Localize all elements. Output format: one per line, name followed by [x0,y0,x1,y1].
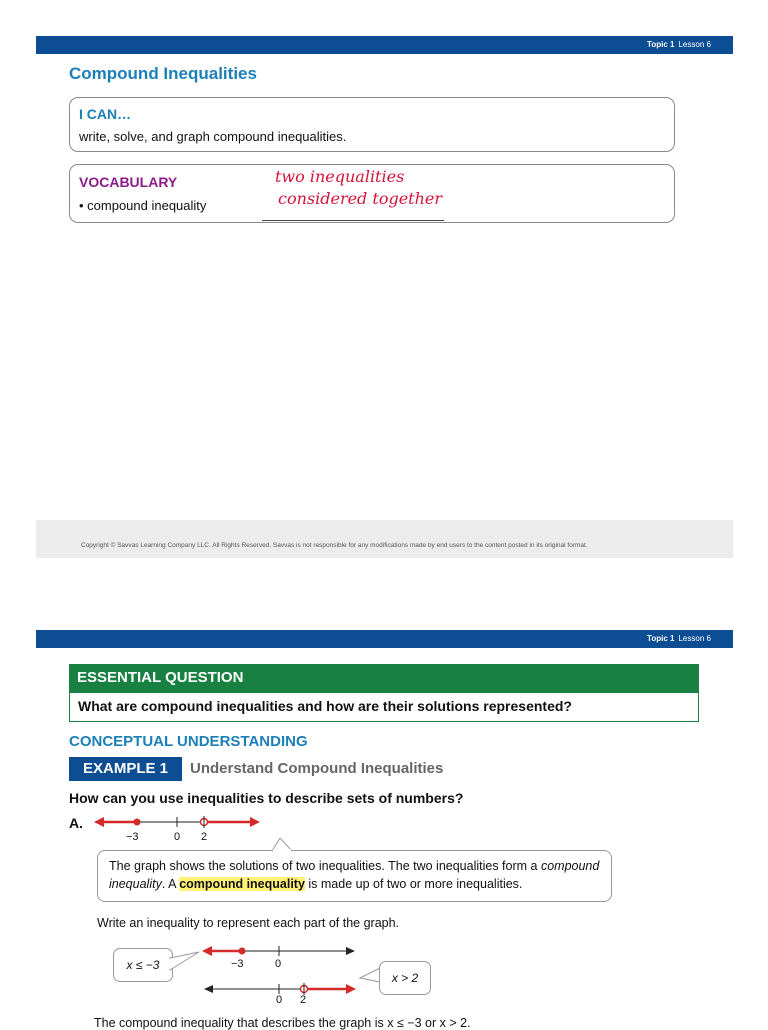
slide2-header-bar [36,630,733,648]
ican-text: write, solve, and graph compound inequalities. [79,129,347,144]
callout-part1: The graph shows the solutions of two inequalities. The two inequalities form a [109,859,541,873]
left-inequality-callout [113,948,173,982]
callout-italic: compound inequality [109,859,600,891]
handwritten-note-line2: considered together [278,189,443,208]
vocabulary-item: • compound inequality [79,198,207,213]
part-a-label: A. [69,815,83,831]
left-arrow [94,817,104,827]
number-line-a [92,812,267,832]
line1-label-zero: 0 [275,958,282,970]
lesson-label: Lesson 6 [678,40,711,49]
line2-label-two: 2 [300,994,307,1006]
topic-lesson-ribbon [625,36,733,54]
ican-box [69,97,675,152]
topic-label-2: Topic 1 [647,634,675,643]
label-two: 2 [201,831,208,843]
topic-lesson-ribbon-2 [625,630,733,648]
slide1-header-bar [36,36,733,54]
label-zero: 0 [174,831,181,843]
right-arrow [250,817,260,827]
copyright-text: Copyright © Savvas Learning Company LLC. All Rights Reserved. Savvas is not responsible for any modifications made by end users to the content posted in its original format. [81,542,588,549]
vocabulary-box [69,164,675,223]
conceptual-understanding-heading: CONCEPTUAL UNDERSTANDING [69,733,308,750]
definition-callout [97,850,612,902]
vocabulary-heading: VOCABULARY [79,174,178,190]
left-callout-pointer [169,950,201,974]
instruction-text: Write an inequality to represent each part of the graph. [97,916,400,930]
handwritten-note-line1: two inequalities [275,167,405,186]
essential-question-heading [69,664,699,692]
right-inequality-callout [379,961,431,995]
page-title: Compound Inequalities [69,64,257,83]
example-question: How can you use inequalities to describe sets of numbers? [69,790,464,806]
ican-heading: I CAN… [79,106,132,122]
label-neg3: −3 [126,831,139,843]
vocabulary-underline [262,220,444,221]
closed-dot [134,819,141,826]
example-title: Understand Compound Inequalities [190,760,444,777]
essential-question-text: What are compound inequalities and how are their solutions represented? [78,698,572,714]
closed-dot-1 [239,948,246,955]
topic-label: Topic 1 [647,40,675,49]
callout-part3: is made up of two or more inequalities. [304,877,523,891]
callout-part2: . A [161,877,180,891]
compound-conclusion: The compound inequality that describes the graph is x ≤ −3 or x > 2. [94,1016,471,1030]
highlighted-term: compound inequality [179,877,305,891]
copyright-footer [36,520,733,558]
left-inequality: x ≤ −3 [126,958,160,972]
essential-question-box [69,692,699,722]
callout-pointer-mask [273,849,291,852]
lesson-label-2: Lesson 6 [678,634,711,643]
line2-label-zero: 0 [276,994,283,1006]
right-inequality: x > 2 [391,971,419,985]
example-badge: EXAMPLE 1 [69,757,182,781]
line1-label-neg3: −3 [231,958,244,970]
essential-question-heading-text: ESSENTIAL QUESTION [77,669,244,686]
